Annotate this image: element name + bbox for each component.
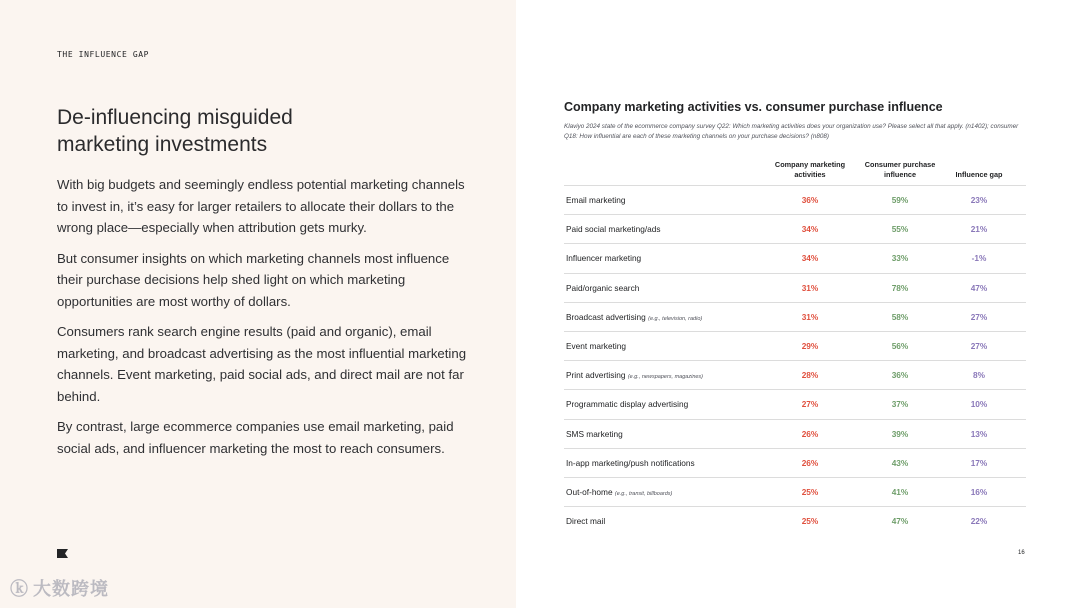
row-label: Programmatic display advertising: [566, 399, 689, 410]
row-label: Paid social marketing/ads: [566, 224, 661, 235]
consumer-value: 36%: [891, 370, 909, 381]
company-value: 25%: [801, 516, 819, 527]
gap-value: 16%: [970, 486, 988, 497]
watermark-icon: ⓚ: [10, 579, 29, 599]
paragraph: By contrast, large ecommerce companies use email marketing, paid social ads, and influencer marketing the most to reach consumers.: [57, 419, 454, 456]
paragraph: With big budgets and seemingly endless potential marketing channels to invest in, it’s easy for larger retailers to allocate their dollars to the wrong place—especially when attribution gets murky.: [57, 177, 465, 235]
company-value: 31%: [801, 282, 819, 293]
brand-flag-icon: [57, 549, 68, 558]
table-subtitle: Klaviyo 2024 state of the ecommerce company survey Q22: Which marketing activities does your organization use? Please select all that apply. (n1402); consumer Q18: How influential are each of these marketing channels on your purchase decisions? (n808): [564, 123, 1019, 140]
table-row: [564, 302, 1026, 331]
column-header-gap: Influence gap: [955, 170, 1003, 179]
gap-value: 17%: [970, 457, 988, 468]
table-row: [564, 448, 1026, 477]
column-header-company: Company marketing activities: [774, 160, 846, 179]
gap-value: 10%: [970, 399, 988, 410]
consumer-value: 47%: [891, 516, 909, 527]
gap-value: 8%: [973, 370, 985, 381]
row-label: Influencer marketing: [566, 253, 642, 264]
consumer-value: 43%: [891, 457, 909, 468]
data-table: [564, 185, 1026, 535]
section-label: THE INFLUENCE GAP: [57, 50, 150, 59]
consumer-value: 59%: [891, 195, 909, 205]
company-value: 31%: [801, 311, 819, 322]
consumer-value: 33%: [891, 253, 909, 264]
consumer-value: 58%: [891, 311, 909, 322]
gap-value: 47%: [970, 282, 988, 293]
company-value: 26%: [801, 457, 819, 468]
row-label: Paid/organic search: [566, 282, 640, 293]
row-label: Event marketing: [566, 340, 626, 351]
consumer-value: 78%: [891, 282, 909, 293]
row-label: Out-of-home (e.g., transit, billboards): [566, 486, 673, 497]
company-value: 28%: [801, 370, 819, 381]
row-label: In-app marketing/push notifications: [566, 457, 695, 468]
consumer-value: 55%: [891, 224, 909, 235]
consumer-value: 39%: [891, 428, 909, 439]
company-value: 25%: [801, 486, 819, 497]
row-note: (e.g., transit, billboards): [614, 490, 673, 497]
row-label: Email marketing: [566, 195, 626, 205]
table-row: [564, 331, 1026, 360]
company-value: 36%: [801, 195, 819, 205]
table-title: Company marketing activities vs. consumer purchase influence: [564, 100, 943, 114]
paragraph: But consumer insights on which marketing channels most influence their purchase decisions help shed light on which marketing opportunities are most worthy of dollars.: [57, 250, 450, 309]
consumer-value: 37%: [891, 399, 909, 410]
gap-value: 21%: [970, 224, 988, 235]
table-row: [564, 389, 1026, 418]
gap-value: -1%: [971, 253, 987, 264]
paragraph: Consumers rank search engine results (paid and organic), email marketing, and broadcast advertising as the most influential marketing channels. Event marketing, paid social ads, and direct mail are not far behind.: [57, 324, 467, 404]
row-note: (e.g., newspapers, magazines): [627, 374, 704, 381]
gap-value: 13%: [970, 428, 988, 439]
table-row: [564, 214, 1026, 243]
company-value: 34%: [801, 253, 819, 264]
row-label: Direct mail: [566, 516, 606, 527]
gap-value: 27%: [970, 340, 988, 351]
gap-value: 27%: [970, 311, 988, 322]
row-label: Broadcast advertising (e.g., television, radio): [566, 311, 703, 322]
table-row: [564, 243, 1026, 272]
consumer-value: 41%: [891, 486, 909, 497]
consumer-value: 56%: [891, 340, 909, 351]
gap-value: 23%: [970, 195, 988, 205]
table-row: [564, 477, 1026, 506]
page-number: 16: [1018, 550, 1025, 556]
table-row: [564, 273, 1026, 302]
body-copy: [57, 174, 477, 468]
company-value: 27%: [801, 399, 819, 410]
gap-value: 22%: [970, 516, 988, 527]
row-label: Print advertising (e.g., newspapers, magazines): [566, 370, 704, 381]
table-row: [564, 185, 1026, 214]
company-value: 26%: [801, 428, 819, 439]
table-row: [564, 360, 1026, 389]
company-value: 34%: [801, 224, 819, 235]
row-label: SMS marketing: [566, 428, 623, 439]
column-header-consumer: Consumer purchase influence: [864, 160, 936, 179]
page-headline: De-influencing misguided marketing investments: [57, 106, 293, 156]
watermark-text: 大数跨境: [33, 579, 109, 599]
table-row: [564, 506, 1026, 535]
watermark: [10, 575, 109, 601]
company-value: 29%: [801, 340, 819, 351]
table-row: [564, 419, 1026, 448]
row-note: (e.g., television, radio): [648, 315, 703, 322]
